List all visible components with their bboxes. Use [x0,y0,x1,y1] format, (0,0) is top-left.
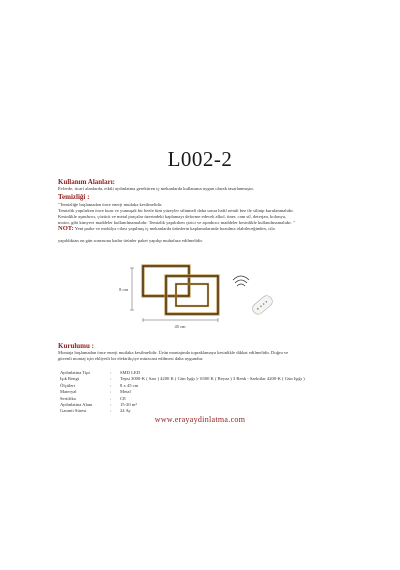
spec-key: Aydınlatma Alanı [60,402,93,408]
installation-heading: Kurulumu : [58,342,94,350]
note-block [58,226,358,232]
usage-heading: Kullanım Alanları: [58,178,115,186]
spec-key: Garanti Süresi [60,408,87,414]
spec-row [60,408,309,414]
spec-separator: : [110,408,112,414]
installation-line: güvenli montaj için ehliyetli bir elektrikçiye müracaat edilmesi daha uygundur. [58,356,204,361]
cleaning-heading: Temizliği : [58,193,90,201]
signal-wave-icon [235,280,247,283]
spec-key: Aydınlatma Tipi [60,370,90,375]
cleaning-line: Temizlik yapılırken önce kuru ve yumuşak bir bezle tüm yüzeyler silinmeli daha sonra hafif nemli bez ile silinip kurulanmalıdır. [58,208,294,213]
installation-text [58,350,358,362]
cleaning-line: motor, gibi kimyevi maddeler kullanılmamalıdır. Temizlik yapılırken çizici ve aşındırıcı maddeler kesinlikle kullanılmamalıdır. " [58,220,295,225]
spec-key: Ölçüleri [60,382,76,388]
signal-wave-icon [233,276,249,280]
spec-separator: : [110,376,112,382]
spec-separator: : [110,389,112,395]
spec-separator: : [110,402,112,408]
ceiling-light-fixture [143,266,218,314]
spec-value: 15-20 m² [120,402,137,408]
website-link[interactable]: www.erayaydinlatma.com [154,415,246,424]
spec-key: Materyal [60,389,77,395]
spec-value: Tepsi 3000-K ( Sarı ) 4200 K ( Gün Işığı )- 6500 K ( Beyaz ) 3 Renk - Sarkıtlar 4200-K ( Gün Işığı ) [120,376,305,382]
product-diagram [110,262,300,337]
spec-key: Işık Rengi [60,376,80,382]
spec-value: 8 x 45 cm [120,382,139,388]
specifications-body [60,370,309,415]
spec-key: Sertifika [60,395,76,401]
note-text: Yeni parke ve mobilya cilası yapılmış iç mekanlarda ürünlerin kaplamalarında bozulma olabileceğinden, cila [74,226,275,231]
note-heading: NOT: [58,225,74,232]
spec-separator: : [110,370,112,375]
spec-value: SMD LED [120,370,141,375]
spec-value: CE [120,395,126,401]
product-code-title: L002-2 [167,147,233,171]
signal-wave-icon [237,284,245,286]
specifications-table [60,370,309,415]
height-label: 8 cm [119,287,128,292]
spec-value: Metal [120,389,131,395]
cleaning-text [58,202,358,226]
cleaning-line: Kesinlikle aşındırıcı, çözücü ve metal parçalar üzerindeki kaplamayı deforme edecek alkol, tiner, cam sil, deterjan, kolonya, [58,214,287,219]
spec-separator: : [110,395,112,401]
installation-line: Montaja başlamadan önce enerji mutlaka kesilmelidir. Ürün montajında topraklamaya kesinlikle dikkat edilmelidir. Doğru ve [58,350,289,355]
spec-separator: : [110,382,112,388]
remote-body [250,294,274,317]
width-label: 45 cm [174,324,186,329]
usage-text: Evlerde, ticari alanlarda, etkili aydınlatma gerektiren iç mekanlarda kullanıma uygun olarak tasarlanmıştır. [58,186,254,191]
cleaning-line: "Temizliğe başlamadan önce enerji mutlaka kesilmelidir. [58,202,163,207]
remote-control-icon [233,276,274,316]
note-text-continued: yapıldıktan on gün sonrasına kadar ürünler paket yapılıp muhafaza edilmelidir. [58,238,203,243]
spec-value: 24 Ay [120,408,131,414]
